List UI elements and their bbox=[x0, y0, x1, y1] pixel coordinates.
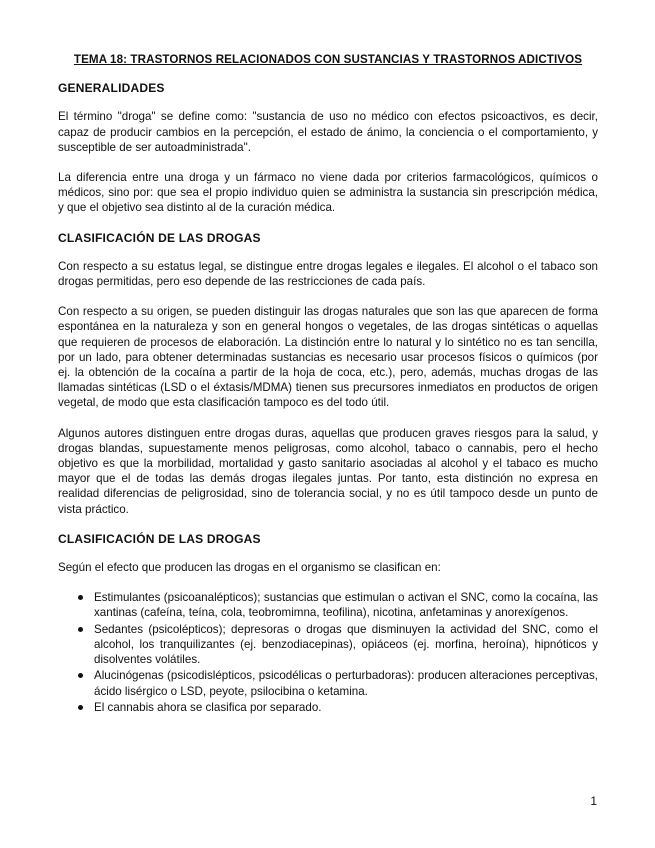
list-item-text: El cannabis ahora se clasifica por separado. bbox=[94, 700, 322, 714]
paragraph: Con respecto a su origen, se pueden distinguir las drogas naturales que son las que aparecen de forma espontánea en la naturaleza y son en general hongos o vegetales, de las drogas sintéticas o aquellas que requieren de procesos de elaboración. La distinción entre lo natural y lo sintético no es tan sencilla, por un lado, para obtener determinadas sustancias es necesario usar procesos físicos o químicos (por ej. la obtención de la cocaína a partir de la hoja de coca, etc.), pero, además, muchas drogas de las llamadas sintéticas (LSD o el éxtasis/MDMA) tienen sus precursores inmediatos en productos de origen vegetal, de modo que esta clasificación tampoco es del todo útil. bbox=[58, 305, 598, 410]
paragraph: La diferencia entre una droga y un fármaco no viene dada por criterios farmacológicos, químicos o médicos, sino por: que sea el propio individuo quien se administra la sustancia sin prescripción médica, y que el objetivo sea distinto al de la curación médica. bbox=[58, 171, 598, 215]
section-heading-clasificacion: CLASIFICACIÓN DE LAS DROGAS bbox=[58, 230, 261, 245]
list-item-text: Sedantes (psicolépticos); depresoras o drogas que disminuyen la actividad del SNC, como el alcohol, los tranquilizantes (ej. benzodiacepinas), opiáceos (ej. morfina, heroína), hipnóticos y disolventes volátiles. bbox=[94, 622, 598, 667]
paragraph: Según el efecto que producen las drogas en el organismo se clasifican en: bbox=[58, 561, 441, 575]
drug-type-list bbox=[58, 590, 598, 715]
list-item bbox=[94, 622, 598, 668]
list-item bbox=[94, 590, 598, 620]
document-title: TEMA 18: TRASTORNOS RELACIONADOS CON SUSTANCIAS Y TRASTORNOS ADICTIVOS bbox=[73, 53, 583, 66]
list-item-text: Estimulantes (psicoanalépticos); sustancias que estimulan o activan el SNC, como la cocaína, las xantinas (cafeína, teína, cola, teobromimna, teofilina), nicotina, anfetaminas y anorexígenos. bbox=[94, 591, 598, 620]
list-item bbox=[94, 668, 598, 698]
paragraph: El término "droga" se define como: "sustancia de uso no médico con efectos psicoactivos, es decir, capaz de producir cambios en la percepción, el estado de ánimo, la conciencia o el comportamiento, y susceptible de ser autoadministrada". bbox=[58, 110, 598, 154]
page-content bbox=[58, 52, 598, 716]
list-item bbox=[94, 700, 598, 715]
bullet-icon bbox=[78, 595, 83, 600]
section-heading-clasificacion-efecto: CLASIFICACIÓN DE LAS DROGAS bbox=[58, 531, 261, 546]
bullet-icon bbox=[78, 627, 83, 632]
section-heading-generalidades: GENERALIDADES bbox=[58, 81, 165, 96]
page-number: 1 bbox=[590, 794, 597, 808]
list-item-text: Alucinógenas (psicodislépticos, psicodélicas o perturbadoras): producen alteraciones perceptivas, ácido lisérgico o LSD, peyote, psilocibina o ketamina. bbox=[94, 669, 598, 698]
paragraph: Algunos autores distinguen entre drogas duras, aquellas que producen graves riesgos para la salud, y drogas blandas, supuestamente menos peligrosas, como alcohol, tabaco o cannabis, pero el hecho objetivo es que la morbilidad, mortalidad y gasto sanitario asociadas al alcohol y el tabaco es mucho mayor que el de todas las demás drogas ilegales juntas. Por tanto, esta distinción no expresa en realidad diferencias de peligrosidad, sino de tolerancia social, y no es útil tampoco desde un punto de vista práctico. bbox=[58, 426, 598, 516]
bullet-icon bbox=[78, 673, 83, 678]
bullet-icon bbox=[78, 705, 83, 710]
paragraph: Con respecto a su estatus legal, se distingue entre drogas legales e ilegales. El alcohol o el tabaco son drogas permitidas, pero eso depende de las restricciones de cada país. bbox=[58, 259, 598, 289]
